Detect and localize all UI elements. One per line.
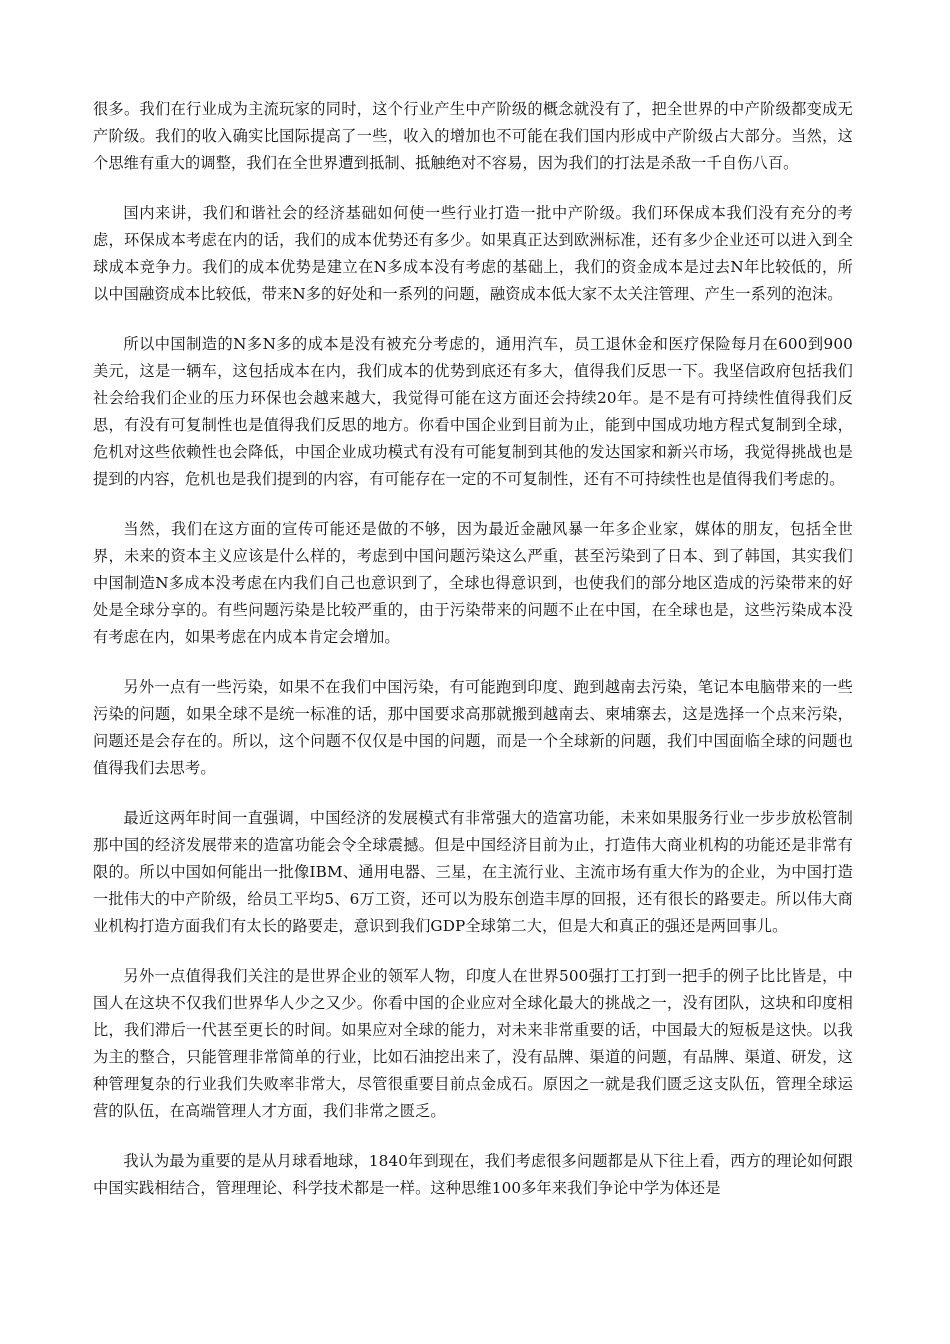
paragraph-4: 当然，我们在这方面的宣传可能还是做的不够，因为最近金融风暴一年多企业家，媒体的朋友，包括全世界，未来的资本主义应该是什么样的，考虑到中国问题污染这么严重，甚至污染到了日本、到了韩国，其实我们中国制造N多成本没考虑在内我们自己也意识到了，全球也得意识到，也使我们的部分地区造成的污染带来的好处是全球分享的。有些问题污染是比较严重的，由于污染带来的问题不止在中国，在全球也是，这些污染成本没有考虑在内，如果考虑在内成本肯定会增加。: [93, 520, 853, 646]
paragraph-8: 我认为最为重要的是从月球看地球，1840年到现在，我们考虑很多问题都是从下往上看，西方的理论如何跟中国实践相结合，管理理论、科学技术都是一样。这种思维100多年来我们争论中学为体还是: [93, 1152, 853, 1197]
paragraph-5: 另外一点有一些污染，如果不在我们中国污染，有可能跑到印度、跑到越南去污染，笔记本电脑带来的一些污染的问题，如果全球不是统一标准的话，那中国要求高那就搬到越南去、柬埔寨去，这是选择一个点来污染，问题还是会存在的。所以，这个问题不仅仅是中国的问题，而是一个全球新的问题，我们中国面临全球的问题也值得我们去思考。: [93, 678, 853, 777]
paragraph-2: 国内来讲，我们和谐社会的经济基础如何使一些行业打造一批中产阶级。我们环保成本我们没有充分的考虑，环保成本考虑在内的话，我们的成本优势还有多少。如果真正达到欧洲标准，还有多少企业还可以进入到全球成本竞争力。我们的成本优势是建立在N多成本没有考虑的基础上，我们的资金成本是过去N年比较低的，所以中国融资成本比较低，带来N多的好处和一系列的问题，融资成本低大家不太关注管理、产生一系列的泡沫。: [93, 204, 853, 303]
paragraph-3: 所以中国制造的N多N多的成本是没有被充分考虑的，通用汽车，员工退休金和医疗保险每月在600到900美元，这是一辆车，这包括成本在内，我们成本的优势到底还有多大，值得我们反思一下。我坚信政府包括我们社会给我们企业的压力环保也会越来越大，我觉得可能在这方面还会持续20年。是不是有可持续性值得我们反思，有没有可复制性也是值得我们反思的地方。你看中国企业到目前为止，能到中国成功地方程式复制到全球，危机对这些依赖性也会降低，中国企业成功模式有没有可能复制到其他的发达国家和新兴市场，我觉得挑战也是提到的内容，危机也是我们提到的内容，有可能存在一定的不可复制性，还有不可持续性也是值得我们考虑的。: [93, 335, 853, 488]
paragraph-1: 很多。我们在行业成为主流玩家的同时，这个行业产生中产阶级的概念就没有了，把全世界的中产阶级都变成无产阶级。我们的收入确实比国际提高了一些，收入的增加也不可能在我们国内形成中产阶级占大部分。当然，这个思维有重大的调整，我们在全世界遭到抵制、抵触绝对不容易，因为我们的打法是杀敌一千自伤八百。: [93, 100, 853, 172]
document-body: [93, 96, 853, 1225]
paragraph-6: 最近这两年时间一直强调，中国经济的发展模式有非常强大的造富功能，未来如果服务行业一步步放松管制那中国的经济发展带来的造富功能会令全球震撼。但是中国经济目前为止，打造伟大商业机构的功能还是非常有限的。所以中国如何能出一批像IBM、通用电器、三星，在主流行业、主流市场有重大作为的企业，为中国打造一批伟大的中产阶级，给员工平均5、6万工资，还可以为股东创造丰厚的回报，还有很长的路要走。所以伟大商业机构打造方面我们有太长的路要走，意识到我们GDP全球第二大，但是大和真正的强还是两回事儿。: [93, 809, 853, 935]
paragraph-7: 另外一点值得我们关注的是世界企业的领军人物，印度人在世界500强打工打到一把手的例子比比皆是，中国人在这块不仅我们世界华人少之又少。你看中国的企业应对全球化最大的挑战之一，没有团队，这块和印度相比，我们滞后一代甚至更长的时间。如果应对全球的能力，对未来非常重要的话，中国最大的短板是这快。以我为主的整合，只能管理非常简单的行业，比如石油挖出来了，没有品牌、渠道的问题，有品牌、渠道、研发，这种管理复杂的行业我们失败率非常大，尽管很重要目前点金成石。原因之一就是我们匮乏这支队伍，管理全球运营的队伍，在高端管理人才方面，我们非常之匮乏。: [93, 967, 853, 1120]
